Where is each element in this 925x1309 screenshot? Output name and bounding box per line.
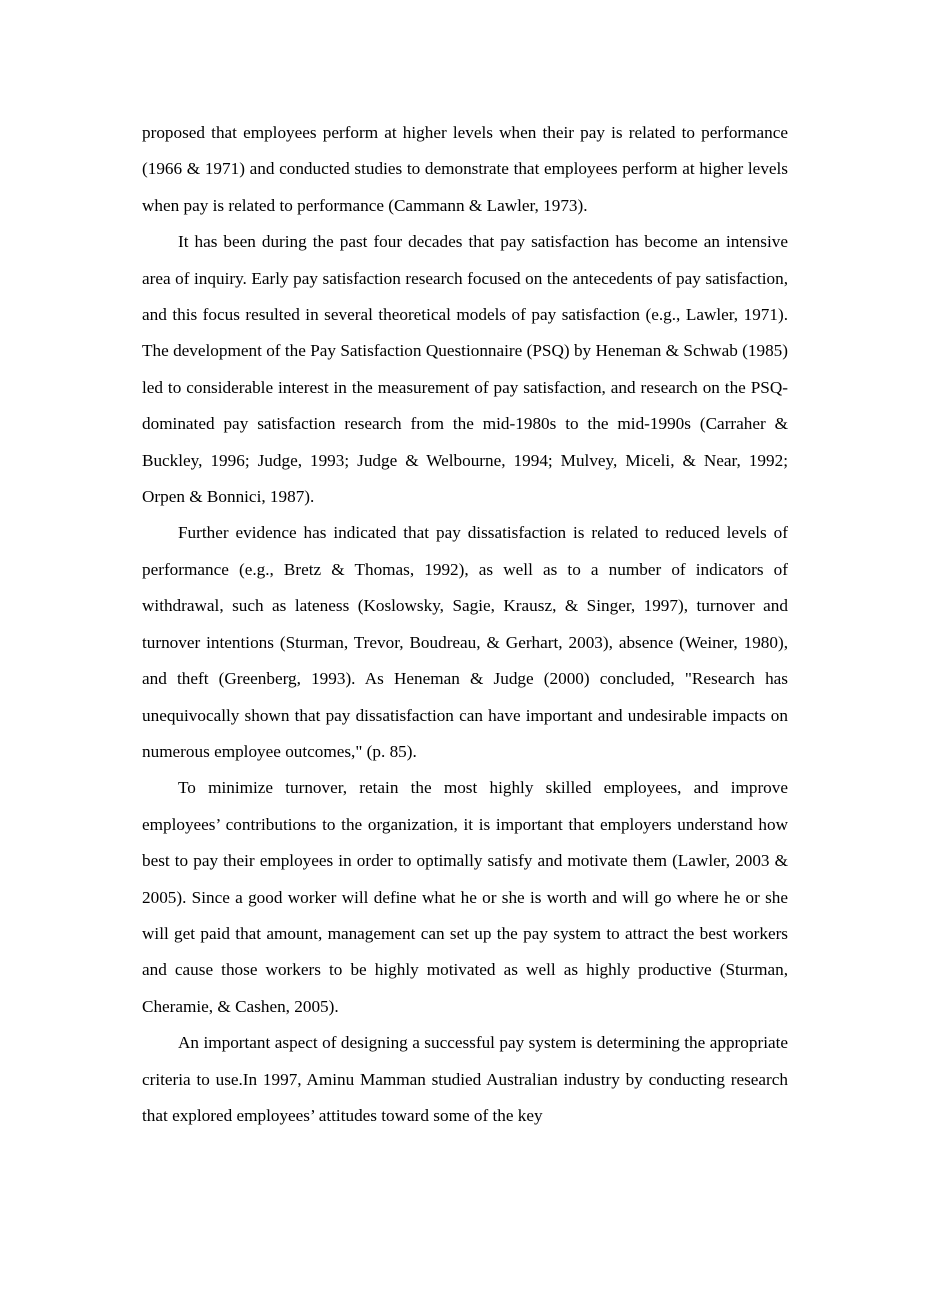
paragraph-pay-system-criteria: An important aspect of designing a successful pay system is determining the appropriate criteria to use.In 1997, Aminu Mamman studied Australian industry by conducting research that explored employees’ attitudes toward some of the key [142,1033,788,1125]
paragraph-pay-dissatisfaction-evidence: Further evidence has indicated that pay dissatisfaction is related to reduced levels of performance (e.g., Bretz & Thomas, 1992), as well as to a number of indicators of withdrawal, such as lateness (Koslowsky, Sagie, Krausz, & Singer, 1997), turnover and turnover intentions (Sturman, Trevor, Boudreau, & Gerhart, 2003), absence (Weiner, 1980), and theft (Greenberg, 1993). As Heneman & Judge (2000) concluded, "Research has unequivocally shown that pay dissatisfaction can have important and undesirable impacts on numerous employee outcomes," (p. 85). [142,523,788,761]
paragraph-minimize-turnover: To minimize turnover, retain the most highly skilled employees, and improve employees’ contributions to the organization, it is important that employers understand how best to pay their employees in order to optimally satisfy and motivate them (Lawler, 2003 & 2005). Since a good worker will define what he or she is worth and will go where he or she will get paid that amount, management can set up the pay system to attract the best workers and cause those workers to be highly motivated as well as highly productive (Sturman, Cheramie, & Cashen, 2005). [142,778,788,1016]
body-text [142,115,788,1134]
paragraph-continuation: proposed that employees perform at higher levels when their pay is related to performance (1966 & 1971) and conducted studies to demonstrate that employees perform at higher levels when pay is related to performance (Cammann & Lawler, 1973). [142,123,788,215]
paragraph-pay-satisfaction-inquiry: It has been during the past four decades that pay satisfaction has become an intensive area of inquiry. Early pay satisfaction research focused on the antecedents of pay satisfaction, and this focus resulted in several theoretical models of pay satisfaction (e.g., Lawler, 1971). The development of the Pay Satisfaction Questionnaire (PSQ) by Heneman & Schwab (1985) led to considerable interest in the measurement of pay satisfaction, and research on the PSQ-dominated pay satisfaction research from the mid-1980s to the mid-1990s (Carraher & Buckley, 1996; Judge, 1993; Judge & Welbourne, 1994; Mulvey, Miceli, & Near, 1992; Orpen & Bonnici, 1987). [142,232,788,507]
